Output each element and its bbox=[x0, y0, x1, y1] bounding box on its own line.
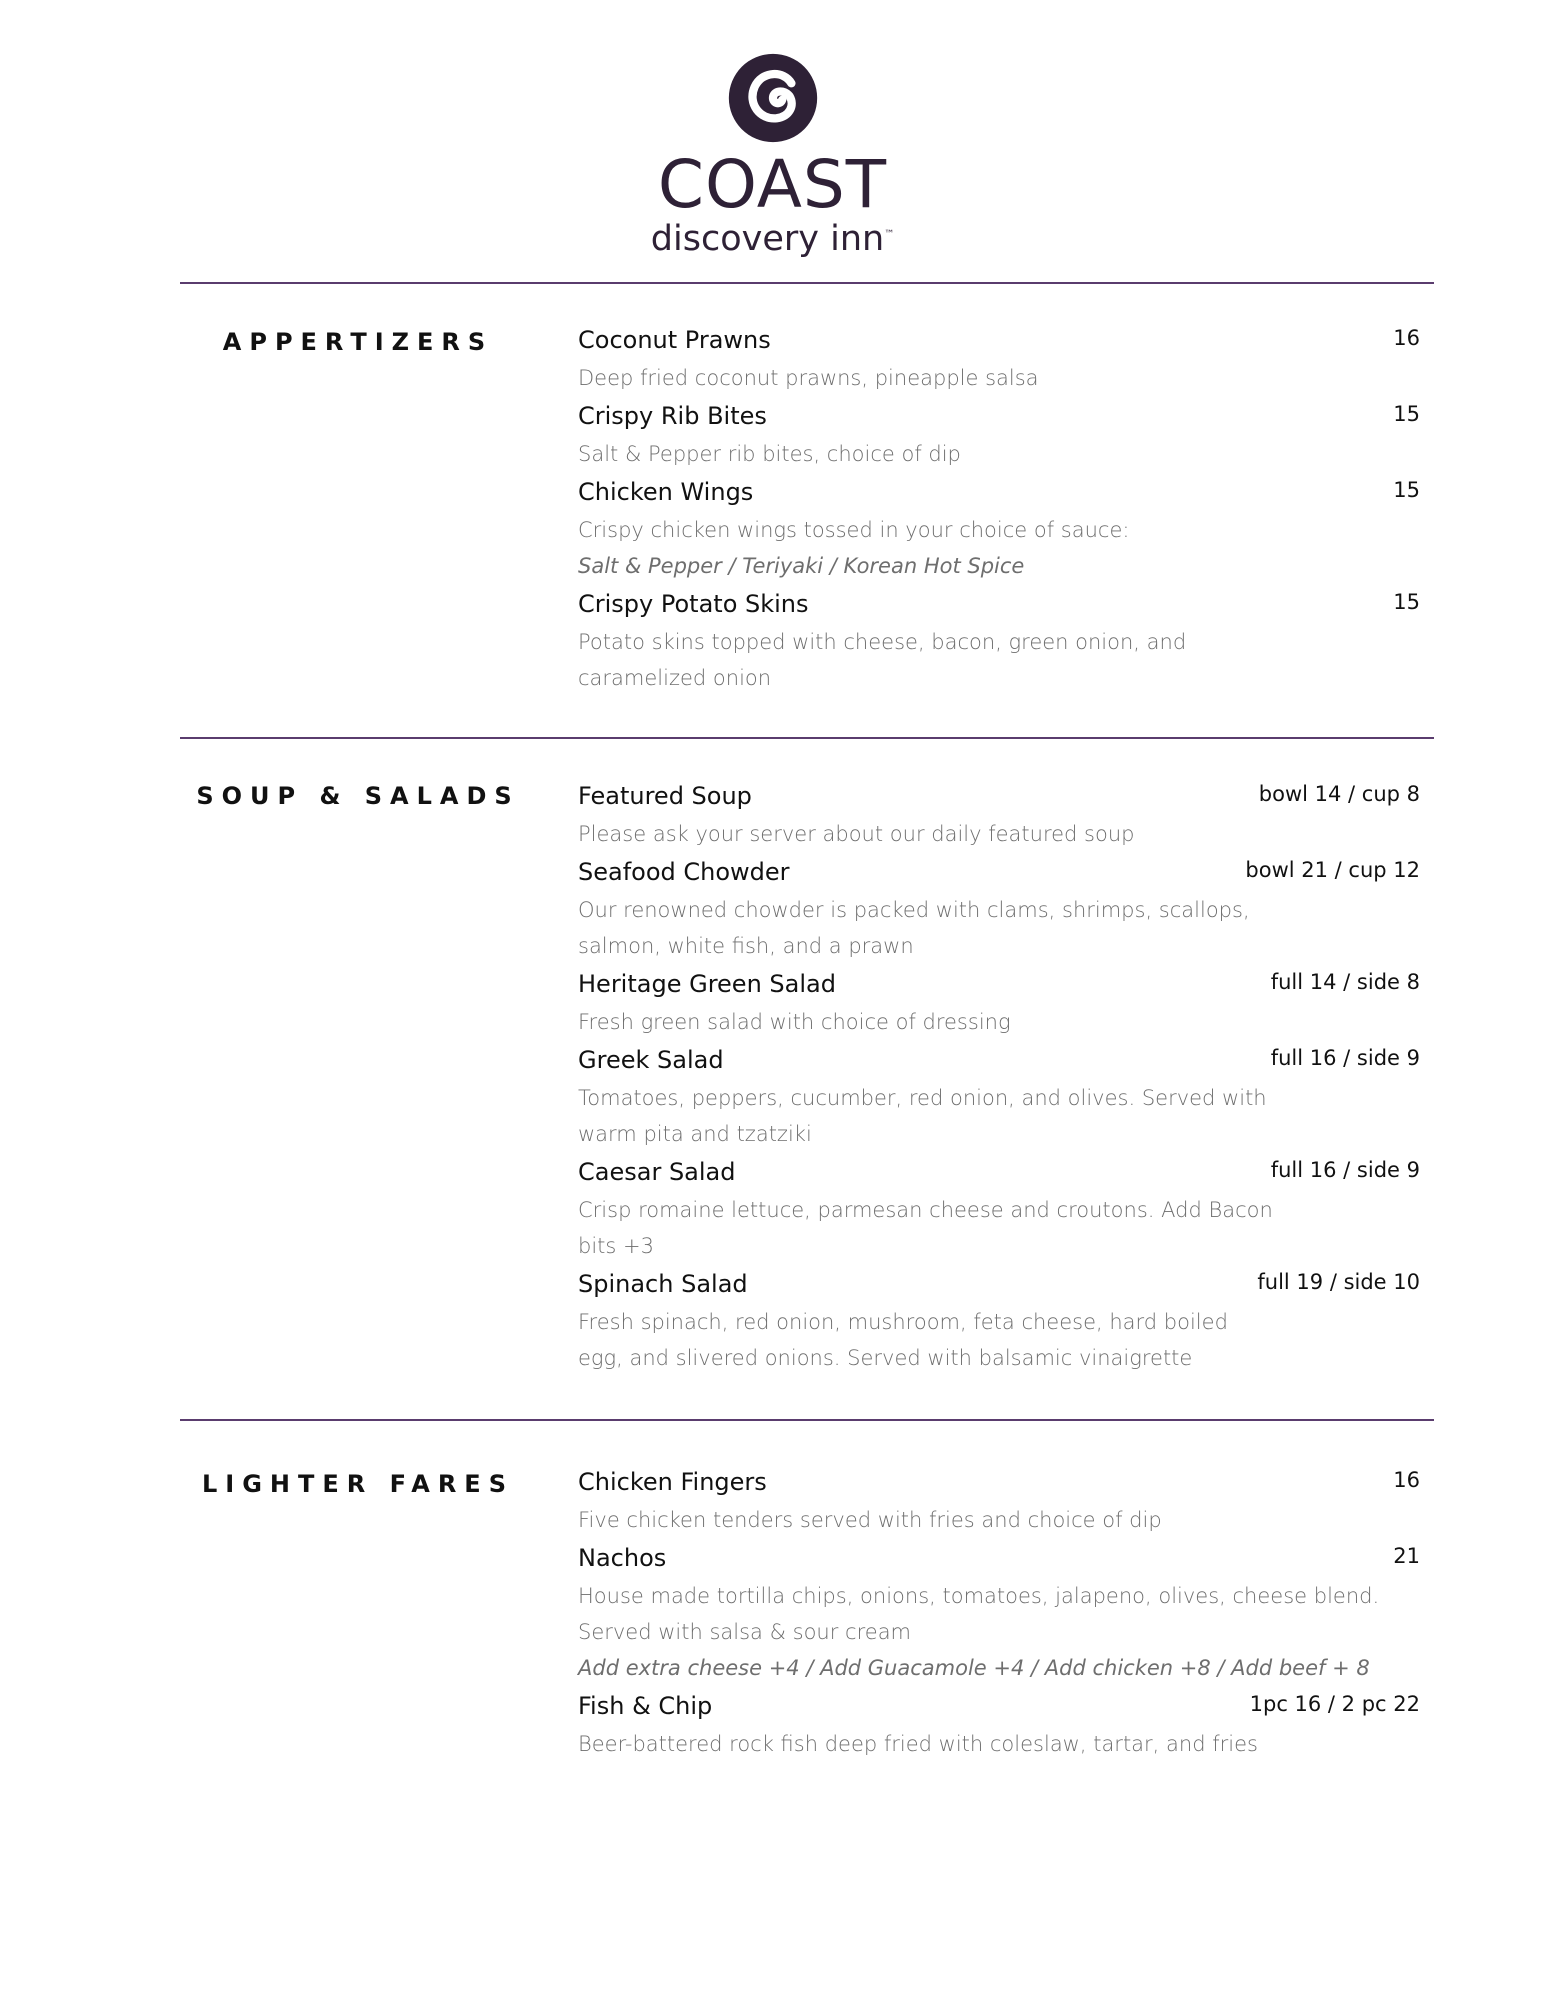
item-price: full 14 / side 8 bbox=[1270, 970, 1420, 994]
trademark: ™ bbox=[884, 229, 895, 240]
item-description: Salt & Pepper rib bites, choice of dip bbox=[578, 442, 961, 466]
item-price: 15 bbox=[1393, 478, 1420, 502]
menu-item bbox=[578, 776, 1420, 852]
item-name: Chicken Wings bbox=[578, 478, 754, 506]
item-name: Greek Salad bbox=[578, 1046, 724, 1074]
divider bbox=[180, 282, 1434, 284]
section-title-lighter-fares: LIGHTER FARES bbox=[202, 1470, 514, 1498]
item-price: bowl 14 / cup 8 bbox=[1258, 782, 1420, 806]
item-price: full 19 / side 10 bbox=[1257, 1270, 1420, 1294]
item-description: Crispy chicken wings tossed in your choice of sauce: bbox=[578, 518, 1130, 542]
item-name: Seafood Chowder bbox=[578, 858, 790, 886]
item-name: Coconut Prawns bbox=[578, 326, 771, 354]
item-price: full 16 / side 9 bbox=[1270, 1158, 1420, 1182]
section-appetizers bbox=[578, 320, 1420, 696]
item-description: Deep fried coconut prawns, pineapple salsa bbox=[578, 366, 1039, 390]
brand-name: COAST bbox=[657, 146, 888, 223]
item-description: Crisp romaine lettuce, parmesan cheese and croutons. Add Bacon bits +3 bbox=[578, 1198, 1273, 1258]
menu-item bbox=[578, 1040, 1420, 1152]
item-description: Fresh spinach, red onion, mushroom, feta cheese, hard boiled egg, and slivered onions. Served with balsamic vinaigrette bbox=[578, 1310, 1228, 1370]
item-description: Please ask your server about our daily featured soup bbox=[578, 822, 1135, 846]
item-price: 16 bbox=[1393, 1468, 1420, 1492]
item-description: Beer-battered rock fish deep fried with coleslaw, tartar, and fries bbox=[578, 1732, 1258, 1756]
item-price: 15 bbox=[1393, 402, 1420, 426]
section-title-soup-salads: SOUP & SALADS bbox=[196, 782, 520, 810]
item-price: 16 bbox=[1393, 326, 1420, 350]
menu-item bbox=[578, 472, 1420, 584]
menu-item bbox=[578, 584, 1420, 696]
section-lighter-fares bbox=[578, 1462, 1420, 1762]
item-options: Salt & Pepper / Teriyaki / Korean Hot Spice bbox=[578, 554, 1025, 578]
menu-item bbox=[578, 320, 1420, 396]
menu-item bbox=[578, 1686, 1420, 1762]
menu-item bbox=[578, 964, 1420, 1040]
item-price: 15 bbox=[1393, 590, 1420, 614]
item-price: bowl 21 / cup 12 bbox=[1245, 858, 1420, 882]
item-description: Five chicken tenders served with fries and choice of dip bbox=[578, 1508, 1162, 1532]
item-options: Add extra cheese +4 / Add Guacamole +4 / Add chicken +8 / Add beef + 8 bbox=[578, 1656, 1370, 1680]
menu-item bbox=[578, 852, 1420, 964]
item-name: Crispy Potato Skins bbox=[578, 590, 809, 618]
item-name: Nachos bbox=[578, 1544, 667, 1572]
menu-item bbox=[578, 1538, 1420, 1686]
item-name: Chicken Fingers bbox=[578, 1468, 767, 1496]
menu-item bbox=[578, 1152, 1420, 1264]
divider bbox=[180, 1419, 1434, 1421]
section-soup-salads bbox=[578, 776, 1420, 1376]
menu-item bbox=[578, 396, 1420, 472]
item-name: Heritage Green Salad bbox=[578, 970, 836, 998]
item-description: Fresh green salad with choice of dressing bbox=[578, 1010, 1011, 1034]
wave-swirl-icon bbox=[727, 52, 819, 144]
brand-logo bbox=[0, 52, 1545, 257]
section-title-appetizers: APPERTIZERS bbox=[222, 328, 494, 356]
item-description: Potato skins topped with cheese, bacon, green onion, and caramelized onion bbox=[578, 630, 1187, 690]
item-name: Fish & Chip bbox=[578, 1692, 713, 1720]
item-name: Featured Soup bbox=[578, 782, 752, 810]
item-price: 21 bbox=[1393, 1544, 1420, 1568]
item-name: Caesar Salad bbox=[578, 1158, 736, 1186]
item-name: Crispy Rib Bites bbox=[578, 402, 767, 430]
menu-item bbox=[578, 1462, 1420, 1538]
brand-subtitle: discovery inn™ bbox=[650, 219, 895, 259]
item-description: Tomatoes, peppers, cucumber, red onion, and olives. Served with warm pita and tzatziki bbox=[578, 1086, 1267, 1146]
item-price: full 16 / side 9 bbox=[1270, 1046, 1420, 1070]
item-description: House made tortilla chips, onions, tomatoes, jalapeno, olives, cheese blend. Served with salsa & sour cream bbox=[578, 1584, 1380, 1644]
menu-item bbox=[578, 1264, 1420, 1376]
item-price: 1pc 16 / 2 pc 22 bbox=[1249, 1692, 1420, 1716]
divider bbox=[180, 737, 1434, 739]
item-description: Our renowned chowder is packed with clams, shrimps, scallops, salmon, white fish, and a prawn bbox=[578, 898, 1250, 958]
item-name: Spinach Salad bbox=[578, 1270, 748, 1298]
